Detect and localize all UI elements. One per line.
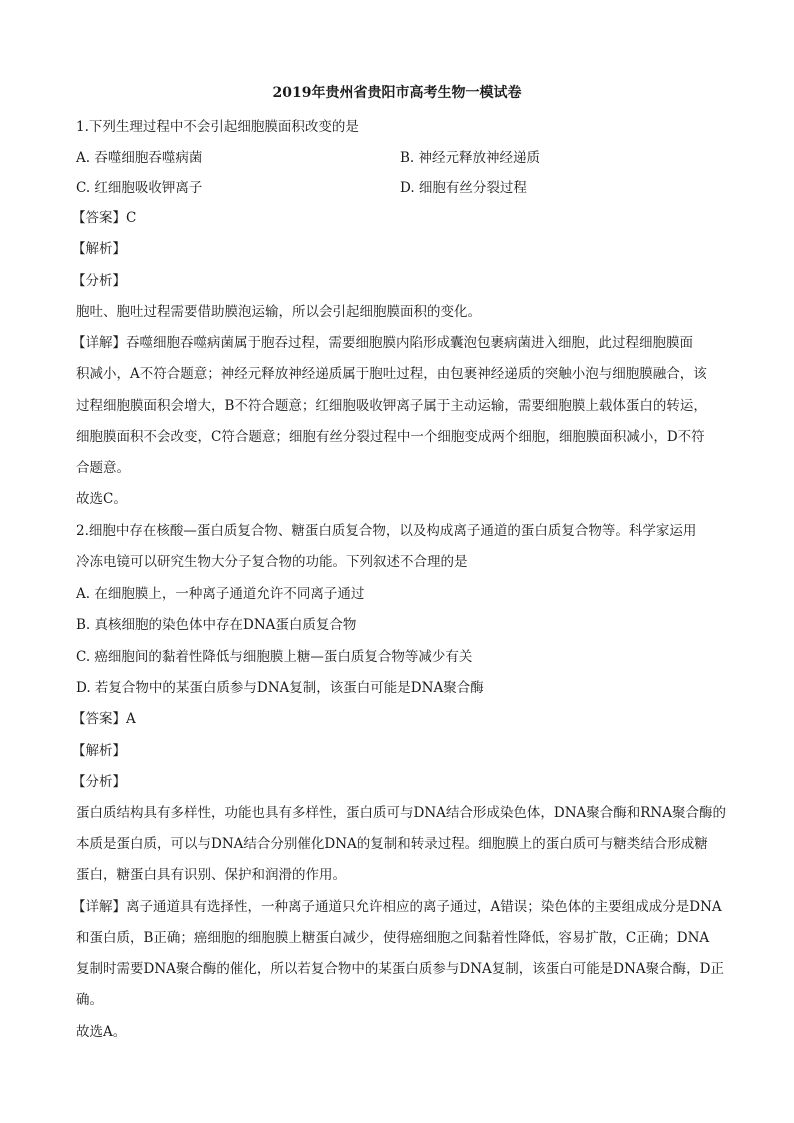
q1-analysis: 胞吐、胞吐过程需要借助膜泡运输，所以会引起细胞膜面积的变化。 [76,304,481,320]
q2-detail-line-3: 复制时需要DNA聚合酶的催化，所以若复合物中的某蛋白质参与DNA复制，该蛋白可能是DNA聚合酶，D正 [76,961,724,977]
q1-option-c: C. 红细胞吸收钾离子 [76,180,203,196]
q1-answer: 【答案】C [72,210,137,226]
q1-fenxi-heading: 【分析】 [72,273,126,289]
q2-detail-line-1: 【详解】离子通道具有选择性，一种离子通道只允许相应的离子通过，A错误；染色体的主要组成成分是DNA [72,899,722,915]
q1-option-d: D. 细胞有丝分裂过程 [400,180,527,196]
q2-detail-line-4: 确。 [76,992,103,1008]
q1-jiexi-heading: 【解析】 [72,241,126,257]
q2-analysis-line-2: 本质是蛋白质，可以与DNA结合分别催化DNA的复制和转录过程。细胞膜上的蛋白质可与糖类结合形成糖 [76,836,708,852]
q2-jiexi-heading: 【解析】 [72,743,126,759]
q2-detail-line-2: 和蛋白质，B正确；癌细胞的细胞膜上糖蛋白减少，使得癌细胞之间黏着性降低，容易扩散，C正确；DNA [76,930,710,946]
q1-option-b: B. 神经元释放神经递质 [400,150,541,166]
q2-option-c: C. 癌细胞间的黏着性降低与细胞膜上糖—蛋白质复合物等减少有关 [76,649,473,665]
q1-detail-line-1: 【详解】吞噬细胞吞噬病菌属于胞吞过程，需要细胞膜内陷形成囊泡包裹病菌进入细胞，此过程细胞膜面 [72,335,693,351]
question-1-stem: 1.下列生理过程中不会引起细胞膜面积改变的是 [76,119,359,135]
q2-analysis-line-1: 蛋白质结构具有多样性，功能也具有多样性，蛋白质可与DNA结合形成染色体，DNA聚合酶和RNA聚合酶的 [76,805,726,821]
q1-detail-line-3: 过程细胞膜面积会增大，B不符合题意；红细胞吸收钾离子属于主动运输，需要细胞膜上载体蛋白的转运， [76,398,707,414]
q2-answer: 【答案】A [72,711,136,727]
q2-option-a: A. 在细胞膜上，一种离子通道允许不同离子通过 [76,586,365,602]
q1-detail-line-2: 积减小，A不符合题意；神经元释放神经递质属于胞吐过程，由包裹神经递质的突触小泡与细胞膜融合，该 [76,366,707,382]
q1-conclusion: 故选C。 [76,491,127,507]
q1-option-a: A. 吞噬细胞吞噬病菌 [76,150,203,166]
question-2-stem-line-2: 冷冻电镜可以研究生物大分子复合物的功能。下列叙述不合理的是 [76,554,468,570]
q1-detail-line-4: 细胞膜面积不会改变，C符合题意；细胞有丝分裂过程中一个细胞变成两个细胞，细胞膜面积减小，D不符 [76,429,705,445]
q2-option-b: B. 真核细胞的染色体中存在DNA蛋白质复合物 [76,617,357,633]
q2-conclusion: 故选A。 [76,1024,127,1040]
page-title: 2019年贵州省贵阳市高考生物一模试卷 [272,85,522,101]
question-2-stem-line-1: 2.细胞中存在核酸—蛋白质复合物、糖蛋白质复合物，以及构成离子通道的蛋白质复合物等。科学家运用 [76,523,697,539]
q2-option-d: D. 若复合物中的某蛋白质参与DNA复制，该蛋白可能是DNA聚合酶 [76,680,484,696]
q2-analysis-line-3: 蛋白，糖蛋白具有识别、保护和润滑的作用。 [76,867,346,883]
q2-fenxi-heading: 【分析】 [72,774,126,790]
q1-detail-line-5: 合题意。 [76,460,130,476]
